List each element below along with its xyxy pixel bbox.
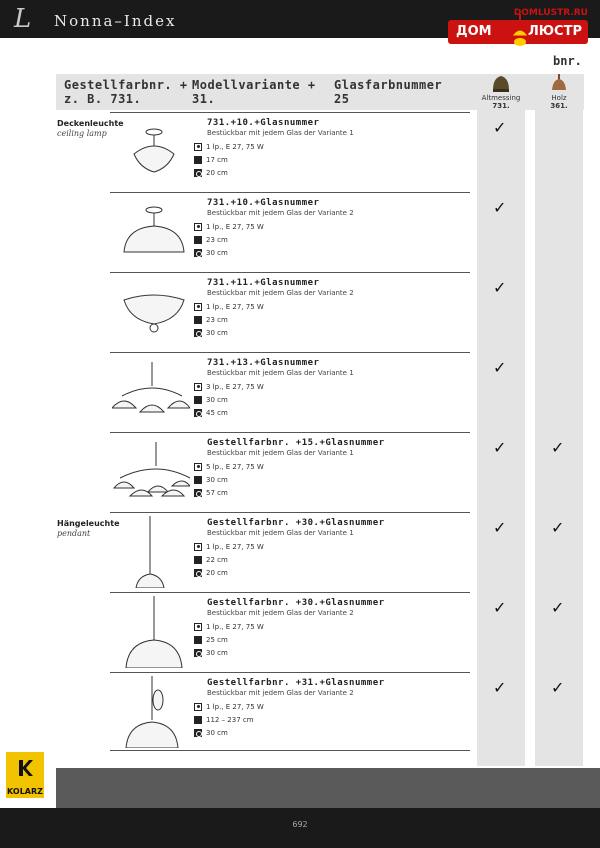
ceiling-lamp-image xyxy=(112,116,190,188)
product-row: Gestellfarbnr. +30.+Glasnummer Bestückbar mit jedem Glas der Variante 1 1 lp., E 27, 75 W 22 cm 20 cm xyxy=(110,512,470,592)
finish-2-code: 361. xyxy=(550,102,568,110)
product-subtitle: Bestückbar mit jedem Glas der Variante 2 xyxy=(207,289,354,297)
height-icon xyxy=(194,156,202,164)
watermark-logo xyxy=(448,8,592,52)
chandelier-icon xyxy=(510,14,530,48)
bulb-icon xyxy=(194,303,202,311)
diameter-icon xyxy=(194,249,202,257)
product-subtitle: Bestückbar mit jedem Glas der Variante 1 xyxy=(207,529,354,537)
diameter-icon xyxy=(194,169,202,177)
height-icon xyxy=(194,476,202,484)
watermark-url: DOMLUSTR.RU xyxy=(513,8,588,18)
product-subtitle: Bestückbar mit jedem Glas der Variante 1 xyxy=(207,369,354,377)
height-icon xyxy=(194,716,202,724)
product-subtitle: Bestückbar mit jedem Glas der Variante 2 xyxy=(207,209,354,217)
product-subtitle: Bestückbar mit jedem Glas der Variante 1 xyxy=(207,129,354,137)
check-mark: ✓ xyxy=(493,278,507,297)
height-icon xyxy=(194,236,202,244)
product-title: 731.+11.+Glasnummer xyxy=(207,278,320,288)
bulb-icon xyxy=(194,463,202,471)
product-row: Gestellfarbnr. +30.+Glasnummer Bestückbar mit jedem Glas der Variante 2 1 lp., E 27, 75 W 25 cm 30 cm xyxy=(110,592,470,672)
brand-logo-letter: L xyxy=(14,4,32,34)
product-row: 731.+11.+Glasnummer Bestückbar mit jedem Glas der Variante 2 1 lp., E 27, 75 W 23 cm 30 cm xyxy=(110,272,470,352)
check-mark: ✓ xyxy=(551,678,565,697)
bulb-icon xyxy=(194,703,202,711)
check-mark: ✓ xyxy=(493,118,507,137)
bulb-icon xyxy=(194,383,202,391)
bulb-icon xyxy=(194,623,202,631)
finish-1-name: Altmessing xyxy=(481,94,521,102)
height-icon xyxy=(194,396,202,404)
diameter-icon xyxy=(194,649,202,657)
product-row: 731.+10.+Glasnummer Bestückbar mit jedem Glas der Variante 2 1 lp., E 27, 75 W 23 cm 30 cm xyxy=(110,192,470,272)
product-subtitle: Bestückbar mit jedem Glas der Variante 2 xyxy=(207,609,354,617)
height-icon xyxy=(194,316,202,324)
product-title: Gestellfarbnr. +30.+Glasnummer xyxy=(207,518,385,528)
header-col-glass xyxy=(334,78,442,106)
kolarz-k-icon xyxy=(17,758,33,778)
page-title: Nonna–Index xyxy=(54,12,177,30)
kolarz-name: KOLARZ xyxy=(7,787,43,796)
brass-lamp-icon xyxy=(491,74,511,92)
header-col-variant-line1: Modellvariante + xyxy=(192,78,316,92)
check-mark: ✓ xyxy=(493,198,507,217)
finish-column-1 xyxy=(477,86,525,766)
height-icon xyxy=(194,556,202,564)
product-title: 731.+10.+Glasnummer xyxy=(207,118,320,128)
category-ceiling-en: ceiling lamp xyxy=(57,129,107,138)
finish-header-2 xyxy=(535,74,583,110)
product-title: Gestellfarbnr. +31.+Glasnummer xyxy=(207,678,385,688)
ceiling-lamp-image xyxy=(112,196,190,268)
diameter-icon xyxy=(194,489,202,497)
header-col-variant-line2: 31. xyxy=(192,92,216,106)
chandelier-5-image xyxy=(112,436,190,508)
product-title: Gestellfarbnr. +15.+Glasnummer xyxy=(207,438,385,448)
bulb-icon xyxy=(194,223,202,231)
check-mark: ✓ xyxy=(493,518,507,537)
finish-header-1 xyxy=(477,74,525,110)
wood-lamp-icon xyxy=(549,74,569,92)
finish-1-code: 731. xyxy=(492,102,510,110)
check-mark: ✓ xyxy=(493,678,507,697)
product-subtitle: Bestückbar mit jedem Glas der Variante 2 xyxy=(207,689,354,697)
product-title: Gestellfarbnr. +30.+Glasnummer xyxy=(207,598,385,608)
check-mark: ✓ xyxy=(493,358,507,377)
check-mark: ✓ xyxy=(551,598,565,617)
product-row: 731.+10.+Glasnummer Bestückbar mit jedem Glas der Variante 1 1 lp., E 27, 75 W 17 cm 20 cm xyxy=(110,112,470,192)
check-mark: ✓ xyxy=(551,438,565,457)
product-row: Gestellfarbnr. +31.+Glasnummer Bestückbar mit jedem Glas der Variante 2 1 lp., E 27, 75 W 112 – 237 cm 30 cm xyxy=(110,672,470,752)
chandelier-3-image xyxy=(112,356,190,428)
header-col-frame-line2: z. B. 731. xyxy=(64,92,142,106)
kolarz-logo xyxy=(6,752,44,798)
category-pendant-name: Hängeleuchte xyxy=(57,519,120,528)
check-mark: ✓ xyxy=(493,598,507,617)
header-col-frame xyxy=(64,78,188,106)
bulb-icon xyxy=(194,543,202,551)
finish-column-2 xyxy=(535,86,583,766)
table-bottom-rule xyxy=(110,750,470,751)
product-row: Gestellfarbnr. +15.+Glasnummer Bestückbar mit jedem Glas der Variante 1 5 lp., E 27, 75 W 30 cm 57 cm xyxy=(110,432,470,512)
header-col-frame-line1: Gestellfarbnr. + xyxy=(64,78,188,92)
header-col-variant xyxy=(192,78,316,106)
footer-band xyxy=(56,768,600,808)
header-col-glass-line2: 25 xyxy=(334,92,350,106)
watermark-right-text: ЛЮСТР xyxy=(528,24,582,39)
product-subtitle: Bestückbar mit jedem Glas der Variante 1 xyxy=(207,449,354,457)
pendant-lamp-image xyxy=(112,516,190,588)
watermark-left-text: ДОМ xyxy=(456,24,492,39)
header-bnr-label: bnr. xyxy=(553,54,582,68)
diameter-icon xyxy=(194,409,202,417)
flush-lamp-image xyxy=(112,276,190,348)
category-ceiling-name: Deckenleuchte xyxy=(57,119,124,128)
diameter-icon xyxy=(194,729,202,737)
rise-fall-pendant-image xyxy=(112,676,190,748)
finish-2-name: Holz xyxy=(551,94,567,102)
product-title: 731.+10.+Glasnummer xyxy=(207,198,320,208)
product-title: 731.+13.+Glasnummer xyxy=(207,358,320,368)
product-row: 731.+13.+Glasnummer Bestückbar mit jedem Glas der Variante 1 3 lp., E 27, 75 W 30 cm 45 cm xyxy=(110,352,470,432)
pendant-lamp-image xyxy=(112,596,190,668)
category-pendant-en: pendant xyxy=(57,529,91,538)
bulb-icon xyxy=(194,143,202,151)
check-mark: ✓ xyxy=(551,518,565,537)
height-icon xyxy=(194,636,202,644)
page-number: 692 xyxy=(292,820,308,829)
diameter-icon xyxy=(194,329,202,337)
check-mark: ✓ xyxy=(493,438,507,457)
diameter-icon xyxy=(194,569,202,577)
header-col-glass-line1: Glasfarbnummer xyxy=(334,78,443,92)
